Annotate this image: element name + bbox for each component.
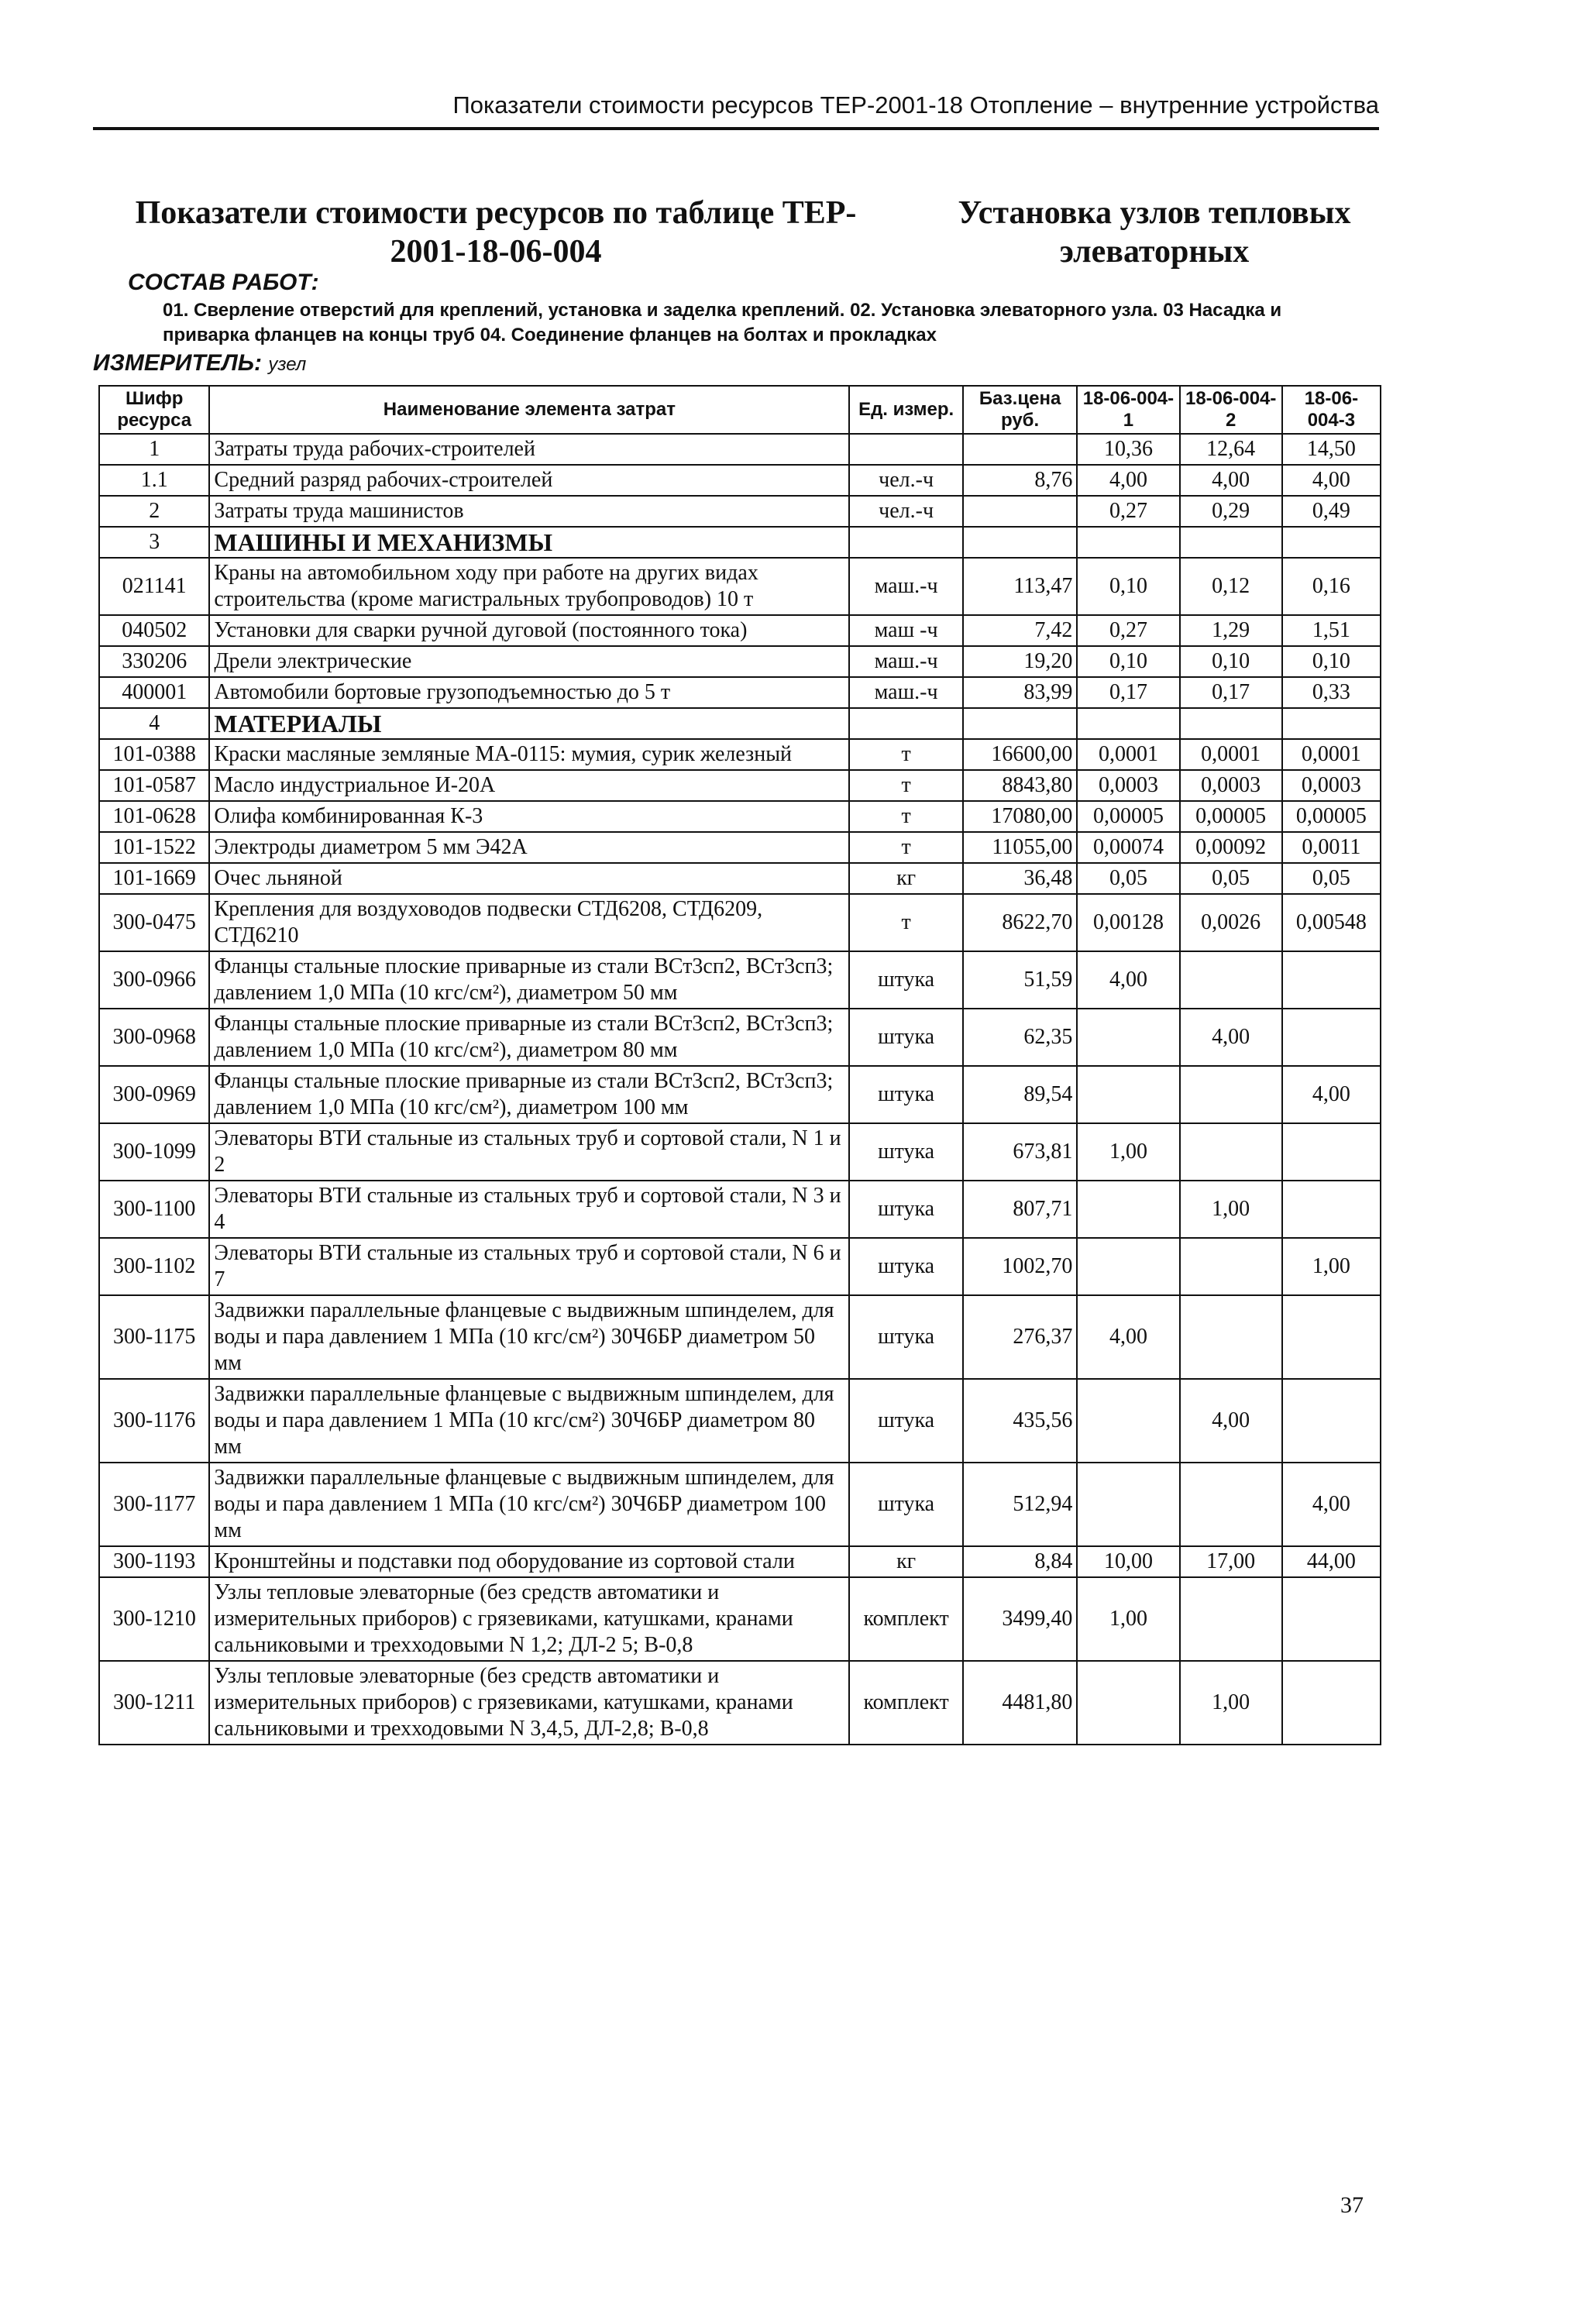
measure-label: ИЗМЕРИТЕЛЬ: [93, 350, 262, 376]
table-row [99, 1546, 1381, 1577]
cell-c1: 0,05 [1077, 863, 1179, 894]
cell-c3: 4,00 [1282, 1066, 1381, 1123]
section-row [99, 708, 1381, 739]
cell-c3 [1282, 527, 1381, 558]
cell-code: 1.1 [99, 465, 209, 496]
cell-unit [849, 527, 962, 558]
cell-c2 [1180, 1238, 1282, 1295]
cell-unit: т [849, 739, 962, 770]
cell-c3: 0,33 [1282, 677, 1381, 708]
cell-c3: 0,16 [1282, 558, 1381, 615]
cell-c1: 0,10 [1077, 646, 1179, 677]
cell-c1 [1077, 708, 1179, 739]
cell-name: МАШИНЫ И МЕХАНИЗМЫ [209, 527, 849, 558]
cell-c2: 1,29 [1180, 615, 1282, 646]
cell-price: 51,59 [963, 951, 1077, 1009]
cell-c1 [1077, 1661, 1179, 1745]
cell-c2: 0,12 [1180, 558, 1282, 615]
work-title-line-2: элеваторных [1059, 234, 1250, 270]
table-row [99, 558, 1381, 615]
cell-price: 8843,80 [963, 770, 1077, 801]
cell-unit: кг [849, 1546, 962, 1577]
cell-unit [849, 708, 962, 739]
cell-name: Установки для сварки ручной дуговой (постоянного тока) [209, 615, 849, 646]
cell-price [963, 708, 1077, 739]
table-row [99, 1181, 1381, 1238]
cell-price: 89,54 [963, 1066, 1077, 1123]
cell-price: 512,94 [963, 1463, 1077, 1546]
cell-name: Кронштейны и подставки под оборудование из сортовой стали [209, 1546, 849, 1577]
cell-code: 300-1100 [99, 1181, 209, 1238]
cell-name: Фланцы стальные плоские приварные из стали ВСт3сп2, ВСт3сп3; давлением 1,0 МПа (10 кгс/см²), диаметром 50 мм [209, 951, 849, 1009]
cell-c3: 4,00 [1282, 1463, 1381, 1546]
cell-c2 [1180, 951, 1282, 1009]
cell-code: 101-0628 [99, 801, 209, 832]
cell-price: 8622,70 [963, 894, 1077, 951]
table-row [99, 863, 1381, 894]
cell-price: 7,42 [963, 615, 1077, 646]
cell-c1 [1077, 1238, 1179, 1295]
cell-unit: т [849, 894, 962, 951]
cell-c3: 0,0001 [1282, 739, 1381, 770]
cell-c3 [1282, 1577, 1381, 1661]
cell-c2: 0,0001 [1180, 739, 1282, 770]
table-row [99, 434, 1381, 465]
cell-unit: маш -ч [849, 615, 962, 646]
cell-c2 [1180, 1463, 1282, 1546]
resource-table [98, 385, 1381, 1745]
cell-name: Фланцы стальные плоские приварные из стали ВСт3сп2, ВСт3сп3; давлением 1,0 МПа (10 кгс/см²), диаметром 100 мм [209, 1066, 849, 1123]
table-row [99, 801, 1381, 832]
cell-unit: комплект [849, 1661, 962, 1745]
cell-code: 330206 [99, 646, 209, 677]
cell-c2 [1180, 527, 1282, 558]
cell-unit: т [849, 770, 962, 801]
work-composition-text: 01. Сверление отверстий для креплений, установка и заделка креплений. 02. Установка элеваторного узла. 03 Насадка и приварка фланцев на концы труб 04. Соединение фланцев на болтах и прокладках [163, 300, 1282, 346]
cell-unit: штука [849, 951, 962, 1009]
cell-c1 [1077, 1181, 1179, 1238]
table-row [99, 1066, 1381, 1123]
cell-c2 [1180, 708, 1282, 739]
cell-c2: 0,0026 [1180, 894, 1282, 951]
work-title-line-1: Установка узлов тепловых [958, 195, 1351, 231]
cell-code: 101-1669 [99, 863, 209, 894]
cell-name: Крепления для воздуховодов подвески СТД6208, СТД6209, СТД6210 [209, 894, 849, 951]
cell-unit: штука [849, 1181, 962, 1238]
cell-c3: 0,49 [1282, 496, 1381, 527]
cell-price: 673,81 [963, 1123, 1077, 1181]
cell-price: 1002,70 [963, 1238, 1077, 1295]
cell-price [963, 527, 1077, 558]
cell-c2: 1,00 [1180, 1661, 1282, 1745]
cell-c3: 0,10 [1282, 646, 1381, 677]
cell-name: Затраты труда рабочих-строителей [209, 434, 849, 465]
cell-c1 [1077, 1066, 1179, 1123]
cell-c1: 0,27 [1077, 496, 1179, 527]
table-row [99, 951, 1381, 1009]
cell-name: Элеваторы ВТИ стальные из стальных труб и сортовой стали, N 1 и 2 [209, 1123, 849, 1181]
cell-c3: 0,00548 [1282, 894, 1381, 951]
cell-price: 3499,40 [963, 1577, 1077, 1661]
measure-line [93, 350, 306, 376]
cell-price: 4481,80 [963, 1661, 1077, 1745]
cell-price: 16600,00 [963, 739, 1077, 770]
cell-c1: 0,00005 [1077, 801, 1179, 832]
cell-c1: 0,0003 [1077, 770, 1179, 801]
table-row [99, 1295, 1381, 1379]
cell-unit: комплект [849, 1577, 962, 1661]
cell-c3 [1282, 951, 1381, 1009]
cell-c1: 4,00 [1077, 951, 1179, 1009]
table-row [99, 646, 1381, 677]
cell-code: 4 [99, 708, 209, 739]
cell-price: 8,76 [963, 465, 1077, 496]
cell-code: 300-1210 [99, 1577, 209, 1661]
cell-c3 [1282, 1009, 1381, 1066]
cell-unit: штука [849, 1463, 962, 1546]
table-row [99, 1123, 1381, 1181]
cell-code: 3 [99, 527, 209, 558]
cell-name: Задвижки параллельные фланцевые с выдвижным шпинделем, для воды и пара давлением 1 МПа (10 кгс/см²) 30Ч6БР диаметром 80 мм [209, 1379, 849, 1463]
table-row [99, 1379, 1381, 1463]
cell-price: 8,84 [963, 1546, 1077, 1577]
cell-c2 [1180, 1295, 1282, 1379]
cell-price: 276,37 [963, 1295, 1077, 1379]
cell-unit: маш.-ч [849, 646, 962, 677]
cell-price: 17080,00 [963, 801, 1077, 832]
running-header: Показатели стоимости ресурсов ТЕР-2001-18 Отопление – внутренние устройства [93, 91, 1379, 130]
cell-c2: 0,00005 [1180, 801, 1282, 832]
cell-c1: 10,36 [1077, 434, 1179, 465]
cell-c1: 1,00 [1077, 1123, 1179, 1181]
cell-code: 300-1102 [99, 1238, 209, 1295]
cell-code: 2 [99, 496, 209, 527]
cell-name: Задвижки параллельные фланцевые с выдвижным шпинделем, для воды и пара давлением 1 МПа (10 кгс/см²) 30Ч6БР диаметром 100 мм [209, 1463, 849, 1546]
cell-code: 040502 [99, 615, 209, 646]
cell-c3: 4,00 [1282, 465, 1381, 496]
table-body [99, 434, 1381, 1745]
cell-unit: штука [849, 1295, 962, 1379]
cell-code: 300-0475 [99, 894, 209, 951]
cell-c2: 0,29 [1180, 496, 1282, 527]
cell-name: Краски масляные земляные МА-0115: мумия, сурик железный [209, 739, 849, 770]
cell-code: 300-0968 [99, 1009, 209, 1066]
cell-c2: 12,64 [1180, 434, 1282, 465]
cell-code: 101-0587 [99, 770, 209, 801]
cell-c1: 0,0001 [1077, 739, 1179, 770]
cell-name: Дрели электрические [209, 646, 849, 677]
cell-unit: т [849, 832, 962, 863]
cell-code: 300-0966 [99, 951, 209, 1009]
cell-c2: 4,00 [1180, 1009, 1282, 1066]
cell-price: 62,35 [963, 1009, 1077, 1066]
cell-name: Элеваторы ВТИ стальные из стальных труб и сортовой стали, N 6 и 7 [209, 1238, 849, 1295]
cell-unit: штука [849, 1379, 962, 1463]
cell-c1 [1077, 1463, 1179, 1546]
cell-c1 [1077, 1379, 1179, 1463]
cell-c3 [1282, 708, 1381, 739]
cell-unit: маш.-ч [849, 677, 962, 708]
table-row [99, 1238, 1381, 1295]
cell-code: 300-1176 [99, 1379, 209, 1463]
cell-c3: 1,00 [1282, 1238, 1381, 1295]
cell-name: Узлы тепловые элеваторные (без средств автоматики и измерительных приборов) с грязевиками, катушками, кранами сальниковыми и трехходовыми N 1,2; ДЛ-2 5; В-0,8 [209, 1577, 849, 1661]
cell-c2: 1,00 [1180, 1181, 1282, 1238]
cell-code: 101-0388 [99, 739, 209, 770]
work-composition-label: СОСТАВ РАБОТ: [128, 270, 319, 295]
table-row [99, 1577, 1381, 1661]
cell-c2: 0,05 [1180, 863, 1282, 894]
col-header-c1: 18-06-004-1 [1077, 386, 1179, 434]
table-row [99, 770, 1381, 801]
col-header-c3: 18-06-004-3 [1282, 386, 1381, 434]
cell-c2: 0,10 [1180, 646, 1282, 677]
cell-c1: 1,00 [1077, 1577, 1179, 1661]
section-row [99, 527, 1381, 558]
cell-unit [849, 434, 962, 465]
cell-c2: 0,00092 [1180, 832, 1282, 863]
cell-price: 11055,00 [963, 832, 1077, 863]
cell-c3: 0,05 [1282, 863, 1381, 894]
cell-price: 36,48 [963, 863, 1077, 894]
cell-price: 435,56 [963, 1379, 1077, 1463]
cell-name: Средний разряд рабочих-строителей [209, 465, 849, 496]
col-header-unit: Ед. измер. [849, 386, 962, 434]
cell-unit: штука [849, 1123, 962, 1181]
cell-name: Очес льняной [209, 863, 849, 894]
cell-code: 1 [99, 434, 209, 465]
cell-name: МАТЕРИАЛЫ [209, 708, 849, 739]
table-row [99, 465, 1381, 496]
cell-c1: 0,27 [1077, 615, 1179, 646]
table-title-line-1: Показатели стоимости ресурсов по таблице ТЕР- [135, 195, 857, 231]
table-header-row [99, 386, 1381, 434]
cell-c3: 0,00005 [1282, 801, 1381, 832]
cell-name: Фланцы стальные плоские приварные из стали ВСт3сп2, ВСт3сп3; давлением 1,0 МПа (10 кгс/см²), диаметром 80 мм [209, 1009, 849, 1066]
work-title [922, 194, 1387, 271]
page-number: 37 [1340, 2192, 1364, 2218]
cell-code: 300-1177 [99, 1463, 209, 1546]
cell-c1: 0,00074 [1077, 832, 1179, 863]
cell-code: 300-1211 [99, 1661, 209, 1745]
table-row [99, 615, 1381, 646]
cell-c1: 4,00 [1077, 465, 1179, 496]
cell-unit: штука [849, 1238, 962, 1295]
table-row [99, 894, 1381, 951]
table-row [99, 1661, 1381, 1745]
cell-unit: штука [849, 1009, 962, 1066]
cell-c1: 10,00 [1077, 1546, 1179, 1577]
cell-unit: чел.-ч [849, 496, 962, 527]
table-title-line-2: 2001-18-06-004 [390, 234, 602, 270]
cell-name: Электроды диаметром 5 мм Э42А [209, 832, 849, 863]
cell-name: Масло индустриальное И-20А [209, 770, 849, 801]
cell-c1: 0,10 [1077, 558, 1179, 615]
cell-price: 19,20 [963, 646, 1077, 677]
cell-c2: 0,17 [1180, 677, 1282, 708]
cell-price: 113,47 [963, 558, 1077, 615]
cell-price [963, 434, 1077, 465]
cell-price [963, 496, 1077, 527]
cell-c3 [1282, 1379, 1381, 1463]
cell-unit: маш.-ч [849, 558, 962, 615]
table-title [108, 194, 883, 271]
cell-unit: чел.-ч [849, 465, 962, 496]
measure-unit: узел [268, 354, 307, 375]
cell-c1: 0,00128 [1077, 894, 1179, 951]
cell-c3: 44,00 [1282, 1546, 1381, 1577]
cell-unit: т [849, 801, 962, 832]
cell-code: 400001 [99, 677, 209, 708]
title-block [108, 194, 1395, 279]
col-header-name: Наименование элемента затрат [209, 386, 849, 434]
table-row [99, 739, 1381, 770]
cell-c2: 4,00 [1180, 1379, 1282, 1463]
cell-name: Автомобили бортовые грузоподъемностью до 5 т [209, 677, 849, 708]
table-row [99, 1463, 1381, 1546]
cell-c1: 4,00 [1077, 1295, 1179, 1379]
table-row [99, 1009, 1381, 1066]
col-header-code: Шифр ресурса [99, 386, 209, 434]
cell-c2 [1180, 1066, 1282, 1123]
cell-c1: 0,17 [1077, 677, 1179, 708]
table-row [99, 677, 1381, 708]
cell-c3 [1282, 1295, 1381, 1379]
col-header-price: Баз.цена руб. [963, 386, 1077, 434]
cell-code: 101-1522 [99, 832, 209, 863]
cell-name: Затраты труда машинистов [209, 496, 849, 527]
cell-c2 [1180, 1577, 1282, 1661]
cell-code: 300-1193 [99, 1546, 209, 1577]
cell-c2: 4,00 [1180, 465, 1282, 496]
cell-c2: 17,00 [1180, 1546, 1282, 1577]
cell-c2: 0,0003 [1180, 770, 1282, 801]
col-header-c2: 18-06-004-2 [1180, 386, 1282, 434]
cell-code: 300-1099 [99, 1123, 209, 1181]
cell-c3 [1282, 1123, 1381, 1181]
cell-c3: 14,50 [1282, 434, 1381, 465]
cell-c3 [1282, 1661, 1381, 1745]
cell-name: Олифа комбинированная К-3 [209, 801, 849, 832]
cell-code: 300-1175 [99, 1295, 209, 1379]
cell-price: 83,99 [963, 677, 1077, 708]
cell-unit: кг [849, 863, 962, 894]
table-row [99, 496, 1381, 527]
cell-name: Узлы тепловые элеваторные (без средств автоматики и измерительных приборов) с грязевиками, катушками, кранами сальниковыми и трехходовыми N 3,4,5, ДЛ-2,8; В-0,8 [209, 1661, 849, 1745]
cell-c2 [1180, 1123, 1282, 1181]
table-row [99, 832, 1381, 863]
cell-c3: 0,0011 [1282, 832, 1381, 863]
cell-c3: 1,51 [1282, 615, 1381, 646]
cell-c1 [1077, 527, 1179, 558]
cell-code: 021141 [99, 558, 209, 615]
cell-name: Элеваторы ВТИ стальные из стальных труб и сортовой стали, N 3 и 4 [209, 1181, 849, 1238]
cell-code: 300-0969 [99, 1066, 209, 1123]
cell-unit: штука [849, 1066, 962, 1123]
cell-name: Краны на автомобильном ходу при работе на других видах строительства (кроме магистральных трубопроводов) 10 т [209, 558, 849, 615]
cell-price: 807,71 [963, 1181, 1077, 1238]
cell-c1 [1077, 1009, 1179, 1066]
cell-c3 [1282, 1181, 1381, 1238]
cell-name: Задвижки параллельные фланцевые с выдвижным шпинделем, для воды и пара давлением 1 МПа (10 кгс/см²) 30Ч6БР диаметром 50 мм [209, 1295, 849, 1379]
cell-c3: 0,0003 [1282, 770, 1381, 801]
